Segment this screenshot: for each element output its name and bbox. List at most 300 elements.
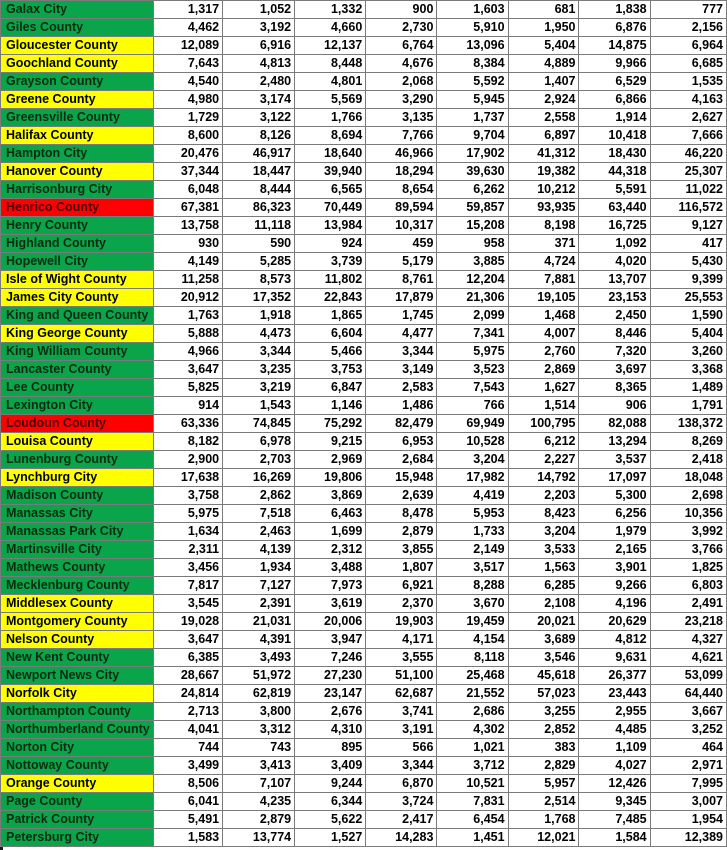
value-cell[interactable]: 2,684 bbox=[366, 451, 437, 469]
value-cell[interactable]: 2,491 bbox=[650, 595, 726, 613]
value-cell[interactable]: 5,825 bbox=[153, 379, 222, 397]
value-cell[interactable]: 1,543 bbox=[223, 397, 295, 415]
value-cell[interactable]: 1,768 bbox=[508, 811, 579, 829]
value-cell[interactable]: 7,320 bbox=[579, 343, 650, 361]
value-cell[interactable]: 10,418 bbox=[579, 127, 650, 145]
value-cell[interactable]: 1,603 bbox=[437, 1, 508, 19]
locality-name-cell[interactable]: Lee County bbox=[1, 379, 154, 397]
value-cell[interactable]: 2,969 bbox=[295, 451, 366, 469]
value-cell[interactable]: 3,758 bbox=[153, 487, 222, 505]
value-cell[interactable]: 5,285 bbox=[223, 253, 295, 271]
value-cell[interactable]: 895 bbox=[295, 739, 366, 757]
value-cell[interactable]: 4,621 bbox=[650, 649, 726, 667]
value-cell[interactable]: 4,327 bbox=[650, 631, 726, 649]
value-cell[interactable]: 6,897 bbox=[508, 127, 579, 145]
value-cell[interactable]: 57,023 bbox=[508, 685, 579, 703]
locality-name-cell[interactable]: Norton City bbox=[1, 739, 154, 757]
value-cell[interactable]: 590 bbox=[223, 235, 295, 253]
value-cell[interactable]: 930 bbox=[153, 235, 222, 253]
value-cell[interactable]: 9,704 bbox=[437, 127, 508, 145]
value-cell[interactable]: 39,630 bbox=[437, 163, 508, 181]
value-cell[interactable]: 5,300 bbox=[579, 487, 650, 505]
value-cell[interactable]: 1,468 bbox=[508, 307, 579, 325]
value-cell[interactable]: 21,552 bbox=[437, 685, 508, 703]
locality-name-cell[interactable]: Goochland County bbox=[1, 55, 154, 73]
value-cell[interactable]: 4,310 bbox=[295, 721, 366, 739]
value-cell[interactable]: 3,619 bbox=[295, 595, 366, 613]
value-cell[interactable]: 900 bbox=[366, 1, 437, 19]
value-cell[interactable]: 4,302 bbox=[437, 721, 508, 739]
value-cell[interactable]: 46,220 bbox=[650, 145, 726, 163]
value-cell[interactable]: 53,099 bbox=[650, 667, 726, 685]
value-cell[interactable]: 16,725 bbox=[579, 217, 650, 235]
value-cell[interactable]: 3,533 bbox=[508, 541, 579, 559]
value-cell[interactable]: 459 bbox=[366, 235, 437, 253]
value-cell[interactable]: 5,591 bbox=[579, 181, 650, 199]
value-cell[interactable]: 4,724 bbox=[508, 253, 579, 271]
value-cell[interactable]: 51,972 bbox=[223, 667, 295, 685]
value-cell[interactable]: 3,235 bbox=[223, 361, 295, 379]
value-cell[interactable]: 10,528 bbox=[437, 433, 508, 451]
value-cell[interactable]: 25,553 bbox=[650, 289, 726, 307]
value-cell[interactable]: 4,196 bbox=[579, 595, 650, 613]
value-cell[interactable]: 5,430 bbox=[650, 253, 726, 271]
value-cell[interactable]: 3,992 bbox=[650, 523, 726, 541]
value-cell[interactable]: 19,903 bbox=[366, 613, 437, 631]
value-cell[interactable]: 18,430 bbox=[579, 145, 650, 163]
value-cell[interactable]: 3,255 bbox=[508, 703, 579, 721]
locality-name-cell[interactable]: Northampton County bbox=[1, 703, 154, 721]
value-cell[interactable]: 3,647 bbox=[153, 631, 222, 649]
value-cell[interactable]: 1,146 bbox=[295, 397, 366, 415]
value-cell[interactable]: 69,949 bbox=[437, 415, 508, 433]
locality-name-cell[interactable]: Martinsville City bbox=[1, 541, 154, 559]
value-cell[interactable]: 383 bbox=[508, 739, 579, 757]
value-cell[interactable]: 8,384 bbox=[437, 55, 508, 73]
value-cell[interactable]: 464 bbox=[650, 739, 726, 757]
value-cell[interactable]: 1,979 bbox=[579, 523, 650, 541]
value-cell[interactable]: 1,825 bbox=[650, 559, 726, 577]
value-cell[interactable]: 6,463 bbox=[295, 505, 366, 523]
value-cell[interactable]: 1,865 bbox=[295, 307, 366, 325]
value-cell[interactable]: 13,758 bbox=[153, 217, 222, 235]
locality-name-cell[interactable]: King and Queen County bbox=[1, 307, 154, 325]
value-cell[interactable]: 23,443 bbox=[579, 685, 650, 703]
value-cell[interactable]: 1,737 bbox=[437, 109, 508, 127]
value-cell[interactable]: 17,352 bbox=[223, 289, 295, 307]
value-cell[interactable]: 2,639 bbox=[366, 487, 437, 505]
locality-name-cell[interactable]: Isle of Wight County bbox=[1, 271, 154, 289]
locality-name-cell[interactable]: Galax City bbox=[1, 1, 154, 19]
value-cell[interactable]: 4,419 bbox=[437, 487, 508, 505]
value-cell[interactable]: 9,127 bbox=[650, 217, 726, 235]
value-cell[interactable]: 7,643 bbox=[153, 55, 222, 73]
value-cell[interactable]: 8,126 bbox=[223, 127, 295, 145]
value-cell[interactable]: 2,312 bbox=[295, 541, 366, 559]
locality-name-cell[interactable]: Manassas City bbox=[1, 505, 154, 523]
value-cell[interactable]: 3,901 bbox=[579, 559, 650, 577]
value-cell[interactable]: 7,817 bbox=[153, 577, 222, 595]
locality-name-cell[interactable]: Loudoun County bbox=[1, 415, 154, 433]
value-cell[interactable]: 22,843 bbox=[295, 289, 366, 307]
value-cell[interactable]: 1,791 bbox=[650, 397, 726, 415]
value-cell[interactable]: 3,855 bbox=[366, 541, 437, 559]
value-cell[interactable]: 3,869 bbox=[295, 487, 366, 505]
locality-name-cell[interactable]: Hopewell City bbox=[1, 253, 154, 271]
value-cell[interactable]: 13,096 bbox=[437, 37, 508, 55]
value-cell[interactable]: 3,545 bbox=[153, 595, 222, 613]
value-cell[interactable]: 6,803 bbox=[650, 577, 726, 595]
value-cell[interactable]: 3,204 bbox=[437, 451, 508, 469]
value-cell[interactable]: 9,244 bbox=[295, 775, 366, 793]
value-cell[interactable]: 3,456 bbox=[153, 559, 222, 577]
value-cell[interactable]: 1,934 bbox=[223, 559, 295, 577]
value-cell[interactable]: 3,368 bbox=[650, 361, 726, 379]
value-cell[interactable]: 3,493 bbox=[223, 649, 295, 667]
value-cell[interactable]: 3,947 bbox=[295, 631, 366, 649]
value-cell[interactable]: 3,739 bbox=[295, 253, 366, 271]
value-cell[interactable]: 62,819 bbox=[223, 685, 295, 703]
value-cell[interactable]: 4,020 bbox=[579, 253, 650, 271]
locality-name-cell[interactable]: Hampton City bbox=[1, 145, 154, 163]
value-cell[interactable]: 8,761 bbox=[366, 271, 437, 289]
value-cell[interactable]: 3,499 bbox=[153, 757, 222, 775]
value-cell[interactable]: 4,980 bbox=[153, 91, 222, 109]
value-cell[interactable]: 11,022 bbox=[650, 181, 726, 199]
value-cell[interactable]: 7,881 bbox=[508, 271, 579, 289]
locality-name-cell[interactable]: Lexington City bbox=[1, 397, 154, 415]
value-cell[interactable]: 1,092 bbox=[579, 235, 650, 253]
value-cell[interactable]: 15,208 bbox=[437, 217, 508, 235]
locality-name-cell[interactable]: Gloucester County bbox=[1, 37, 154, 55]
value-cell[interactable]: 3,219 bbox=[223, 379, 295, 397]
value-cell[interactable]: 2,730 bbox=[366, 19, 437, 37]
value-cell[interactable]: 958 bbox=[437, 235, 508, 253]
value-cell[interactable]: 8,182 bbox=[153, 433, 222, 451]
value-cell[interactable]: 4,391 bbox=[223, 631, 295, 649]
value-cell[interactable]: 82,479 bbox=[366, 415, 437, 433]
value-cell[interactable]: 6,876 bbox=[579, 19, 650, 37]
value-cell[interactable]: 10,212 bbox=[508, 181, 579, 199]
locality-name-cell[interactable]: Greene County bbox=[1, 91, 154, 109]
value-cell[interactable]: 1,451 bbox=[437, 829, 508, 847]
value-cell[interactable]: 62,687 bbox=[366, 685, 437, 703]
locality-name-cell[interactable]: Hanover County bbox=[1, 163, 154, 181]
value-cell[interactable]: 1,634 bbox=[153, 523, 222, 541]
value-cell[interactable]: 5,945 bbox=[437, 91, 508, 109]
value-cell[interactable]: 1,486 bbox=[366, 397, 437, 415]
value-cell[interactable]: 28,667 bbox=[153, 667, 222, 685]
value-cell[interactable]: 4,041 bbox=[153, 721, 222, 739]
value-cell[interactable]: 8,600 bbox=[153, 127, 222, 145]
value-cell[interactable]: 6,978 bbox=[223, 433, 295, 451]
value-cell[interactable]: 2,971 bbox=[650, 757, 726, 775]
value-cell[interactable]: 2,391 bbox=[223, 595, 295, 613]
value-cell[interactable]: 2,829 bbox=[508, 757, 579, 775]
value-cell[interactable]: 2,900 bbox=[153, 451, 222, 469]
value-cell[interactable]: 5,957 bbox=[508, 775, 579, 793]
value-cell[interactable]: 3,523 bbox=[437, 361, 508, 379]
value-cell[interactable]: 6,866 bbox=[579, 91, 650, 109]
locality-name-cell[interactable]: Petersburg City bbox=[1, 829, 154, 847]
value-cell[interactable]: 17,097 bbox=[579, 469, 650, 487]
value-cell[interactable]: 9,266 bbox=[579, 577, 650, 595]
value-cell[interactable]: 93,935 bbox=[508, 199, 579, 217]
locality-name-cell[interactable]: King George County bbox=[1, 325, 154, 343]
value-cell[interactable]: 744 bbox=[153, 739, 222, 757]
value-cell[interactable]: 2,924 bbox=[508, 91, 579, 109]
value-cell[interactable]: 3,204 bbox=[508, 523, 579, 541]
locality-name-cell[interactable]: Greensville County bbox=[1, 109, 154, 127]
value-cell[interactable]: 8,118 bbox=[437, 649, 508, 667]
value-cell[interactable]: 3,517 bbox=[437, 559, 508, 577]
value-cell[interactable]: 27,230 bbox=[295, 667, 366, 685]
value-cell[interactable]: 10,317 bbox=[366, 217, 437, 235]
value-cell[interactable]: 74,845 bbox=[223, 415, 295, 433]
locality-name-cell[interactable]: Louisa County bbox=[1, 433, 154, 451]
value-cell[interactable]: 1,583 bbox=[153, 829, 222, 847]
value-cell[interactable]: 2,852 bbox=[508, 721, 579, 739]
value-cell[interactable]: 1,950 bbox=[508, 19, 579, 37]
value-cell[interactable]: 21,031 bbox=[223, 613, 295, 631]
value-cell[interactable]: 2,879 bbox=[223, 811, 295, 829]
locality-name-cell[interactable]: Giles County bbox=[1, 19, 154, 37]
value-cell[interactable]: 2,627 bbox=[650, 109, 726, 127]
value-cell[interactable]: 1,563 bbox=[508, 559, 579, 577]
value-cell[interactable]: 3,667 bbox=[650, 703, 726, 721]
value-cell[interactable]: 7,107 bbox=[223, 775, 295, 793]
value-cell[interactable]: 8,198 bbox=[508, 217, 579, 235]
value-cell[interactable]: 6,953 bbox=[366, 433, 437, 451]
value-cell[interactable]: 6,685 bbox=[650, 55, 726, 73]
locality-name-cell[interactable]: Madison County bbox=[1, 487, 154, 505]
value-cell[interactable]: 3,122 bbox=[223, 109, 295, 127]
locality-name-cell[interactable]: Highland County bbox=[1, 235, 154, 253]
value-cell[interactable]: 2,514 bbox=[508, 793, 579, 811]
value-cell[interactable]: 2,760 bbox=[508, 343, 579, 361]
value-cell[interactable]: 7,341 bbox=[437, 325, 508, 343]
value-cell[interactable]: 1,766 bbox=[295, 109, 366, 127]
value-cell[interactable]: 566 bbox=[366, 739, 437, 757]
value-cell[interactable]: 3,135 bbox=[366, 109, 437, 127]
value-cell[interactable]: 2,955 bbox=[579, 703, 650, 721]
value-cell[interactable]: 64,440 bbox=[650, 685, 726, 703]
value-cell[interactable]: 7,518 bbox=[223, 505, 295, 523]
value-cell[interactable]: 2,703 bbox=[223, 451, 295, 469]
value-cell[interactable]: 7,127 bbox=[223, 577, 295, 595]
value-cell[interactable]: 17,902 bbox=[437, 145, 508, 163]
value-cell[interactable]: 906 bbox=[579, 397, 650, 415]
value-cell[interactable]: 6,870 bbox=[366, 775, 437, 793]
value-cell[interactable]: 45,618 bbox=[508, 667, 579, 685]
value-cell[interactable]: 1,699 bbox=[295, 523, 366, 541]
value-cell[interactable]: 1,807 bbox=[366, 559, 437, 577]
value-cell[interactable]: 2,156 bbox=[650, 19, 726, 37]
value-cell[interactable]: 19,382 bbox=[508, 163, 579, 181]
value-cell[interactable]: 11,802 bbox=[295, 271, 366, 289]
value-cell[interactable]: 2,869 bbox=[508, 361, 579, 379]
value-cell[interactable]: 2,099 bbox=[437, 307, 508, 325]
locality-name-cell[interactable]: Lunenburg County bbox=[1, 451, 154, 469]
value-cell[interactable]: 4,813 bbox=[223, 55, 295, 73]
value-cell[interactable]: 4,966 bbox=[153, 343, 222, 361]
value-cell[interactable]: 4,154 bbox=[437, 631, 508, 649]
value-cell[interactable]: 9,399 bbox=[650, 271, 726, 289]
locality-name-cell[interactable]: Middlesex County bbox=[1, 595, 154, 613]
value-cell[interactable]: 8,269 bbox=[650, 433, 726, 451]
value-cell[interactable]: 8,478 bbox=[366, 505, 437, 523]
value-cell[interactable]: 2,676 bbox=[295, 703, 366, 721]
value-cell[interactable]: 2,370 bbox=[366, 595, 437, 613]
value-cell[interactable]: 3,689 bbox=[508, 631, 579, 649]
value-cell[interactable]: 5,404 bbox=[508, 37, 579, 55]
value-cell[interactable]: 70,449 bbox=[295, 199, 366, 217]
locality-name-cell[interactable]: Orange County bbox=[1, 775, 154, 793]
value-cell[interactable]: 6,565 bbox=[295, 181, 366, 199]
locality-name-cell[interactable]: Page County bbox=[1, 793, 154, 811]
value-cell[interactable]: 3,252 bbox=[650, 721, 726, 739]
value-cell[interactable]: 1,914 bbox=[579, 109, 650, 127]
value-cell[interactable]: 6,764 bbox=[366, 37, 437, 55]
value-cell[interactable]: 4,149 bbox=[153, 253, 222, 271]
value-cell[interactable]: 18,447 bbox=[223, 163, 295, 181]
value-cell[interactable]: 8,694 bbox=[295, 127, 366, 145]
value-cell[interactable]: 4,477 bbox=[366, 325, 437, 343]
value-cell[interactable]: 13,774 bbox=[223, 829, 295, 847]
value-cell[interactable]: 2,203 bbox=[508, 487, 579, 505]
value-cell[interactable]: 6,847 bbox=[295, 379, 366, 397]
value-cell[interactable]: 1,489 bbox=[650, 379, 726, 397]
value-cell[interactable]: 2,713 bbox=[153, 703, 222, 721]
value-cell[interactable]: 4,812 bbox=[579, 631, 650, 649]
value-cell[interactable]: 100,795 bbox=[508, 415, 579, 433]
value-cell[interactable]: 18,048 bbox=[650, 469, 726, 487]
value-cell[interactable]: 7,543 bbox=[437, 379, 508, 397]
value-cell[interactable]: 5,888 bbox=[153, 325, 222, 343]
value-cell[interactable]: 20,006 bbox=[295, 613, 366, 631]
value-cell[interactable]: 1,535 bbox=[650, 73, 726, 91]
value-cell[interactable]: 9,345 bbox=[579, 793, 650, 811]
value-cell[interactable]: 4,007 bbox=[508, 325, 579, 343]
value-cell[interactable]: 20,629 bbox=[579, 613, 650, 631]
value-cell[interactable]: 11,258 bbox=[153, 271, 222, 289]
locality-name-cell[interactable]: Henry County bbox=[1, 217, 154, 235]
value-cell[interactable]: 3,488 bbox=[295, 559, 366, 577]
value-cell[interactable]: 7,666 bbox=[650, 127, 726, 145]
value-cell[interactable]: 1,052 bbox=[223, 1, 295, 19]
value-cell[interactable]: 25,468 bbox=[437, 667, 508, 685]
value-cell[interactable]: 924 bbox=[295, 235, 366, 253]
value-cell[interactable]: 4,163 bbox=[650, 91, 726, 109]
value-cell[interactable]: 19,028 bbox=[153, 613, 222, 631]
value-cell[interactable]: 4,171 bbox=[366, 631, 437, 649]
locality-name-cell[interactable]: Lancaster County bbox=[1, 361, 154, 379]
value-cell[interactable]: 4,139 bbox=[223, 541, 295, 559]
value-cell[interactable]: 23,147 bbox=[295, 685, 366, 703]
value-cell[interactable]: 18,294 bbox=[366, 163, 437, 181]
locality-name-cell[interactable]: New Kent County bbox=[1, 649, 154, 667]
locality-name-cell[interactable]: Norfolk City bbox=[1, 685, 154, 703]
value-cell[interactable]: 12,021 bbox=[508, 829, 579, 847]
value-cell[interactable]: 6,285 bbox=[508, 577, 579, 595]
value-cell[interactable]: 3,260 bbox=[650, 343, 726, 361]
value-cell[interactable]: 5,953 bbox=[437, 505, 508, 523]
value-cell[interactable]: 1,109 bbox=[579, 739, 650, 757]
value-cell[interactable]: 24,814 bbox=[153, 685, 222, 703]
value-cell[interactable]: 417 bbox=[650, 235, 726, 253]
value-cell[interactable]: 63,336 bbox=[153, 415, 222, 433]
value-cell[interactable]: 681 bbox=[508, 1, 579, 19]
value-cell[interactable]: 21,306 bbox=[437, 289, 508, 307]
value-cell[interactable]: 3,741 bbox=[366, 703, 437, 721]
value-cell[interactable]: 17,879 bbox=[366, 289, 437, 307]
value-cell[interactable]: 5,466 bbox=[295, 343, 366, 361]
value-cell[interactable]: 371 bbox=[508, 235, 579, 253]
locality-name-cell[interactable]: Montgomery County bbox=[1, 613, 154, 631]
value-cell[interactable]: 6,964 bbox=[650, 37, 726, 55]
value-cell[interactable]: 1,332 bbox=[295, 1, 366, 19]
value-cell[interactable]: 9,966 bbox=[579, 55, 650, 73]
value-cell[interactable]: 4,660 bbox=[295, 19, 366, 37]
value-cell[interactable]: 11,118 bbox=[223, 217, 295, 235]
value-cell[interactable]: 6,916 bbox=[223, 37, 295, 55]
value-cell[interactable]: 14,792 bbox=[508, 469, 579, 487]
value-cell[interactable]: 6,041 bbox=[153, 793, 222, 811]
value-cell[interactable]: 4,801 bbox=[295, 73, 366, 91]
value-cell[interactable]: 1,763 bbox=[153, 307, 222, 325]
value-cell[interactable]: 4,235 bbox=[223, 793, 295, 811]
value-cell[interactable]: 1,729 bbox=[153, 109, 222, 127]
value-cell[interactable]: 14,283 bbox=[366, 829, 437, 847]
value-cell[interactable]: 13,984 bbox=[295, 217, 366, 235]
value-cell[interactable]: 4,462 bbox=[153, 19, 222, 37]
value-cell[interactable]: 23,153 bbox=[579, 289, 650, 307]
value-cell[interactable]: 914 bbox=[153, 397, 222, 415]
value-cell[interactable]: 3,546 bbox=[508, 649, 579, 667]
value-cell[interactable]: 3,149 bbox=[366, 361, 437, 379]
value-cell[interactable]: 2,417 bbox=[366, 811, 437, 829]
value-cell[interactable]: 39,940 bbox=[295, 163, 366, 181]
value-cell[interactable]: 4,676 bbox=[366, 55, 437, 73]
value-cell[interactable]: 2,149 bbox=[437, 541, 508, 559]
value-cell[interactable]: 15,948 bbox=[366, 469, 437, 487]
value-cell[interactable]: 4,485 bbox=[579, 721, 650, 739]
locality-name-cell[interactable]: Halifax County bbox=[1, 127, 154, 145]
value-cell[interactable]: 3,344 bbox=[223, 343, 295, 361]
value-cell[interactable]: 44,318 bbox=[579, 163, 650, 181]
value-cell[interactable]: 9,631 bbox=[579, 649, 650, 667]
value-cell[interactable]: 8,423 bbox=[508, 505, 579, 523]
value-cell[interactable]: 6,385 bbox=[153, 649, 222, 667]
locality-name-cell[interactable]: Manassas Park City bbox=[1, 523, 154, 541]
value-cell[interactable]: 20,912 bbox=[153, 289, 222, 307]
value-cell[interactable]: 6,921 bbox=[366, 577, 437, 595]
value-cell[interactable]: 7,246 bbox=[295, 649, 366, 667]
value-cell[interactable]: 89,594 bbox=[366, 199, 437, 217]
value-cell[interactable]: 138,372 bbox=[650, 415, 726, 433]
value-cell[interactable]: 6,344 bbox=[295, 793, 366, 811]
value-cell[interactable]: 3,413 bbox=[223, 757, 295, 775]
value-cell[interactable]: 20,476 bbox=[153, 145, 222, 163]
value-cell[interactable]: 3,191 bbox=[366, 721, 437, 739]
locality-name-cell[interactable]: Mathews County bbox=[1, 559, 154, 577]
value-cell[interactable]: 3,290 bbox=[366, 91, 437, 109]
value-cell[interactable]: 2,108 bbox=[508, 595, 579, 613]
locality-name-cell[interactable]: Newport News City bbox=[1, 667, 154, 685]
value-cell[interactable]: 23,218 bbox=[650, 613, 726, 631]
value-cell[interactable]: 6,212 bbox=[508, 433, 579, 451]
value-cell[interactable]: 26,377 bbox=[579, 667, 650, 685]
